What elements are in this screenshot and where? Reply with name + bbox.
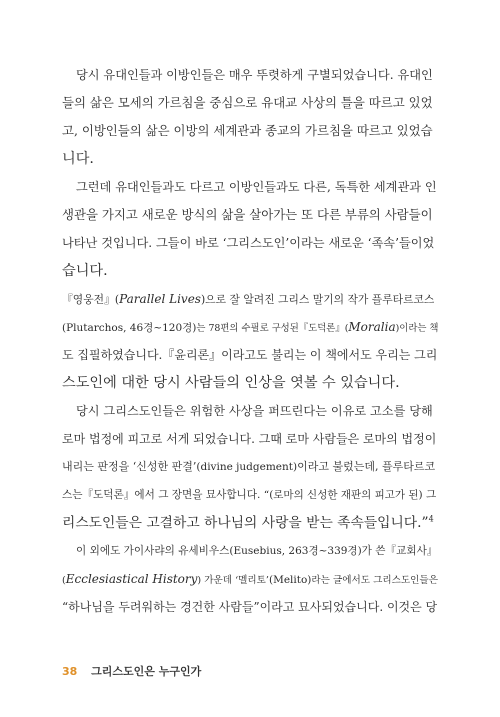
text-line: 당시 유대인들과 이방인들은 매우 뚜렷하게 구별되었습니다. 유대인 <box>76 68 433 82</box>
text-line: 나타난 것입니다. 그들이 바로 ‘그리스도인’이라는 새로운 ‘족속’들이었 <box>62 236 435 250</box>
page-footer <box>62 664 201 680</box>
text-line: 『영웅전』(Parallel Lives)으로 잘 알려진 그리스 말기의 작가 플루타르코스 <box>62 292 435 306</box>
text-line: 도 집필하였습니다.『윤리론』이라고도 불리는 이 책에서도 우리는 그리 <box>62 348 438 362</box>
text-line: 들의 삶은 모세의 가르침을 중심으로 유대교 사상의 틀을 따르고 있었 <box>62 95 433 110</box>
text-line: 당시 그리스도인들은 위험한 사상을 퍼뜨린다는 이유로 고소를 당해 <box>76 404 433 418</box>
text-line: 스는『도덕론』에서 그 장면을 묘사합니다. “(로마의 신성한 재판의 피고가 된) 그 <box>62 489 437 501</box>
text-line: (Ecclesiastical History) 가운데 ‘멜리토’(Melito)라는 글에서도 그리스도인들은 <box>62 572 438 586</box>
text-line: 내리는 판정을 ‘신성한 판결’(divine judgement)이라고 불렀는데, 플루타르코 <box>62 460 436 473</box>
text-line: (Plutarchos, 46경~120경)는 78편의 수필로 구성된『도덕론』(Moralia)이라는 책 <box>62 320 438 334</box>
text-line: 리스도인들은 고결하고 하나님의 사랑을 받는 족속들입니다.”$^4$ <box>62 514 434 531</box>
text-line: 습니다. <box>62 263 108 279</box>
running-title: 그리스도인은 누구인가 <box>91 665 202 678</box>
text-line: 생관을 가지고 새로운 방식의 삶을 살아가는 또 다른 부류의 사람들이 <box>62 207 433 222</box>
text-line: 고, 이방인들의 삶은 이방의 세계관과 종교의 가르침을 따르고 있었습 <box>62 123 433 138</box>
text-line: 이 외에도 가이사랴의 유세비우스(Eusebius, 263경~339경)가 쓴『교회사』 <box>76 545 438 557</box>
text-line: 니다. <box>62 151 94 167</box>
text-line: “하나님을 두려워하는 경건한 사람들”이라고 묘사되었습니다. 이것은 당 <box>62 600 438 614</box>
text-line: 그런데 유대인들과도 다르고 이방인들과도 다른, 독특한 세계관과 인 <box>76 180 437 194</box>
text-line: 스도인에 대한 당시 사람들의 인상을 엿볼 수 있습니다. <box>62 375 400 391</box>
text-line: 로마 법정에 피고로 서게 되었습니다. 그때 로마 사람들은 로마의 법정이 <box>62 432 437 446</box>
body-text <box>62 61 438 621</box>
page-number: 38 <box>62 665 78 678</box>
